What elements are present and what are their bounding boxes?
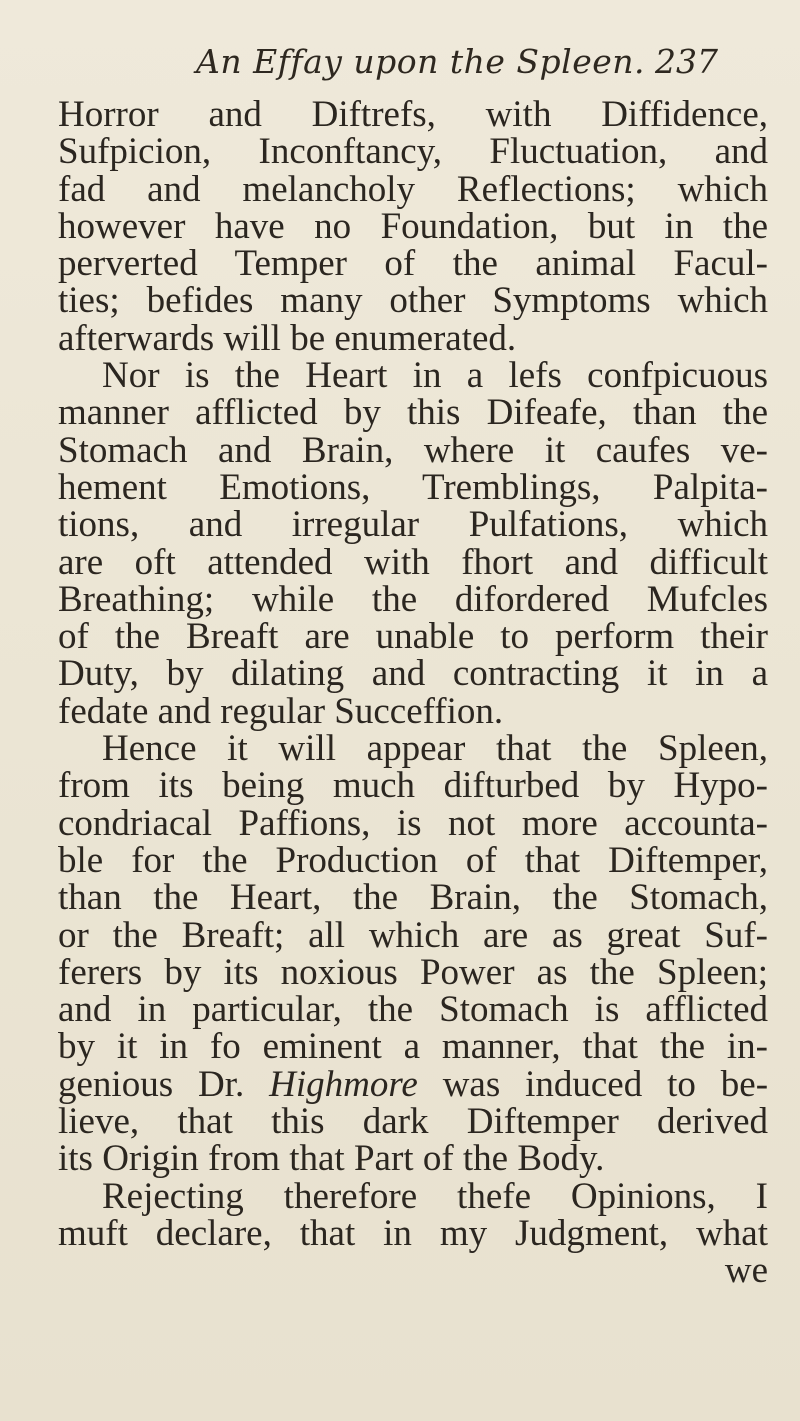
page-number: 237 (655, 42, 718, 81)
text-line: fad and melancholy Reflections; which (58, 168, 768, 210)
text-line: Horror and Diftrefs, with Diffidence, (58, 94, 768, 135)
text-line: perverted Temper of the animal Facul- (58, 243, 768, 285)
text-line: afterwards will be enumerated. (58, 317, 517, 359)
running-head (0, 42, 800, 92)
text-line-with-italic-name (58, 1063, 769, 1105)
text-line: Duty, by dilating and contracting it in a (58, 653, 768, 695)
text-line: ties; befides many other Symptoms which (58, 280, 768, 322)
text-line: condriacal Paffions, is not more accounta- (58, 802, 768, 844)
text-fragment: genious Dr. (58, 1063, 245, 1105)
text-line: its Origin from that Part of the Body. (58, 1138, 605, 1180)
text-line: fedate and regular Succeffion. (58, 690, 504, 732)
text-line: muft declare, that in my Judgment, what (58, 1212, 768, 1254)
text-line: hement Emotions, Tremblings, Palpita- (58, 466, 768, 508)
text-line: Breathing; while the difordered Mufcles (58, 578, 768, 620)
text-line: however have no Foundation, but in the (58, 205, 768, 247)
text-line: manner afflicted by this Difeafe, than the (58, 392, 768, 434)
text-line: and in particular, the Stomach is afflicted (58, 989, 768, 1031)
text-line: from its being much difturbed by Hypo- (58, 765, 768, 807)
text-line: than the Heart, the Brain, the Stomach, (58, 877, 768, 919)
text-line: of the Breaft are unable to perform their (58, 616, 768, 658)
text-line: Sufpicion, Inconftancy, Fluctuation, and (58, 131, 768, 173)
text-line: Stomach and Brain, where it caufes ve- (58, 429, 768, 471)
text-line: Nor is the Heart in a lefs confpicuous (102, 355, 768, 397)
text-line: tions, and irregular Pulfations, which (58, 504, 768, 546)
body-text (58, 96, 768, 1290)
text-line: Hence it will appear that the Spleen, (102, 728, 768, 770)
text-line: by it in fo eminent a manner, that the in- (58, 1026, 768, 1068)
text-line: are oft attended with fhort and difficult (58, 541, 768, 583)
text-line: or the Breaft; all which are as great Suf- (58, 914, 768, 956)
italic-name: Highmore (269, 1063, 418, 1105)
text-line: Rejecting therefore thefe Opinions, I (102, 1175, 768, 1217)
text-line: ble for the Production of that Diftemper, (58, 839, 768, 881)
catchword: we (724, 1250, 768, 1292)
text-line: lieve, that this dark Diftemper derived (58, 1101, 768, 1143)
running-title: An Effay upon the Spleen. (196, 42, 646, 81)
text-line: ferers by its noxious Power as the Spleen; (58, 951, 768, 993)
text-fragment: was induced to be- (442, 1063, 769, 1105)
